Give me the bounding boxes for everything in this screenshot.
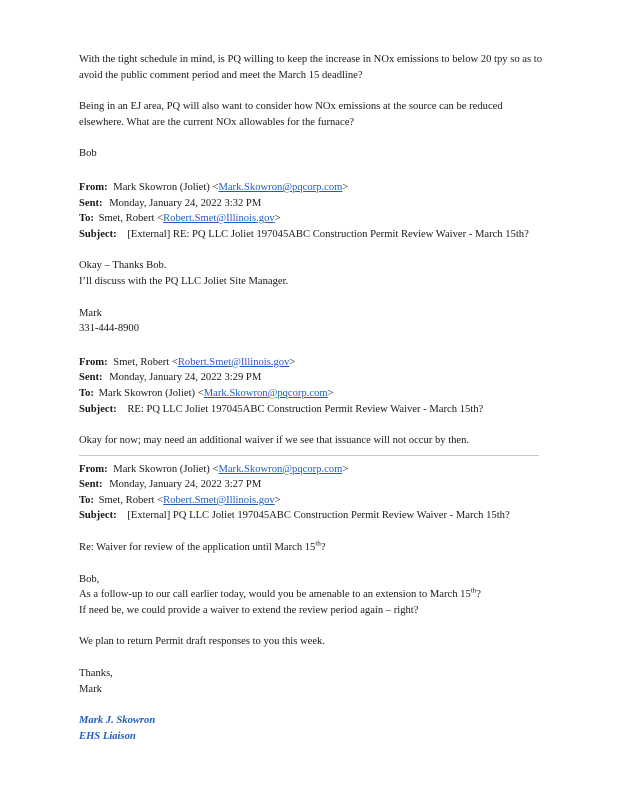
sent-line (79, 370, 549, 386)
subject-line (79, 508, 549, 524)
sent-value: Monday, January 24, 2022 3:32 PM (109, 197, 262, 209)
to-email-link[interactable]: Robert.Smet@Illinois.gov (163, 494, 275, 506)
email-header-2 (79, 355, 549, 417)
from-label: From: (79, 181, 108, 193)
body-line-1-text: As a follow-up to our call earlier today, would you be amenable to an extension to March 15 (79, 589, 471, 601)
to-email-link[interactable]: Mark.Skowron@pqcorp.com (203, 387, 328, 399)
from-email-link[interactable]: Mark.Skowron@pqcorp.com (218, 463, 343, 475)
from-label: From: (79, 356, 108, 368)
subject-label: Subject: (79, 510, 117, 522)
closing: Thanks, (79, 668, 113, 680)
subject-value: RE: PQ LLC Joliet 197045ABC Construction Permit Review Waiver - March 15th? (127, 403, 484, 415)
email3-body-line-1 (79, 587, 549, 603)
to-label: To: (79, 494, 94, 506)
reply-paragraph-1: With the tight schedule in mind, is PQ willing to keep the increase in NOx emissions to below 20 tpy so as to avoid the public comment period and meet the March 15 deadline? (79, 54, 542, 81)
body-line-1-end: ? (476, 589, 481, 601)
re-line-end: ? (320, 542, 326, 554)
to-close: > (274, 494, 281, 506)
to-email-link[interactable]: Robert.Smet@Illinois.gov (163, 213, 275, 225)
subject-value: [External] RE: PQ LLC Joliet 197045ABC Construction Permit Review Waiver - March 15th? (127, 228, 529, 240)
email1-phone: 331-444-8900 (79, 323, 140, 335)
sent-line (79, 477, 549, 493)
email1-name: Mark (79, 307, 102, 319)
from-line (79, 462, 549, 478)
to-name: Smet, Robert < (98, 213, 164, 225)
body-line-1-sup: th (470, 586, 477, 595)
re-line-sup: th (315, 539, 321, 548)
from-line (79, 355, 549, 371)
subject-label: Subject: (79, 403, 117, 415)
from-close: > (342, 463, 349, 475)
sent-line (79, 196, 549, 212)
from-email-link[interactable]: Robert.Smet@Illinois.gov (177, 356, 290, 368)
reply-signoff: Bob (79, 148, 97, 160)
to-line (79, 493, 549, 509)
subject-value: [External] PQ LLC Joliet 197045ABC Construction Permit Review Waiver - March 15th? (127, 510, 510, 522)
subject-line (79, 227, 549, 243)
from-close: > (289, 356, 296, 368)
email2-body: Okay for now; may need an additional waiver if we see that issuance will not occur by then. (79, 435, 470, 447)
from-name: Smet, Robert < (113, 356, 178, 368)
from-name: Mark Skowron (Joliet) < (113, 181, 219, 193)
sent-label: Sent: (79, 197, 103, 209)
signature-name: Mark J. Skowron (79, 715, 156, 727)
from-label: From: (79, 463, 108, 475)
reply-paragraph-2: Being in an EJ area, PQ will also want to consider how NOx emissions at the source can be reduced elsewhere. What are the current NOx allowables for the furnace? (79, 101, 503, 128)
from-email-link[interactable]: Mark.Skowron@pqcorp.com (218, 181, 343, 193)
sent-label: Sent: (79, 372, 103, 384)
email-header-3 (79, 462, 549, 524)
to-line (79, 211, 549, 227)
from-line (79, 180, 549, 196)
email1-body-line-1: Okay – Thanks Bob. (79, 260, 167, 272)
closing-name: Mark (79, 683, 102, 695)
subject-line (79, 402, 549, 418)
greeting: Bob, (79, 573, 100, 585)
sent-value: Monday, January 24, 2022 3:27 PM (109, 479, 262, 491)
email3-body-line-2: If need be, we could provide a waiver to extend the review period again – right? (79, 604, 419, 616)
to-line (79, 386, 549, 402)
to-name: Smet, Robert < (98, 494, 164, 506)
to-close: > (327, 387, 334, 399)
to-label: To: (79, 213, 94, 225)
email-thread (79, 52, 549, 744)
email1-body-line-2: I’ll discuss with the PQ LLC Joliet Site Manager. (79, 275, 289, 287)
message-divider (79, 455, 539, 456)
signature-title: EHS Liaison (79, 730, 136, 742)
sent-label: Sent: (79, 479, 103, 491)
from-name: Mark Skowron (Joliet) < (113, 463, 219, 475)
from-close: > (342, 181, 349, 193)
to-name: Mark Skowron (Joliet) < (98, 387, 204, 399)
to-label: To: (79, 387, 94, 399)
email3-body-paragraph-2: We plan to return Permit draft responses to you this week. (79, 636, 325, 648)
to-close: > (274, 213, 281, 225)
re-line-text: Re: Waiver for review of the application until March 15 (79, 542, 316, 554)
sent-value: Monday, January 24, 2022 3:29 PM (109, 372, 262, 384)
email-header-1 (79, 180, 549, 242)
subject-label: Subject: (79, 228, 117, 240)
re-line (79, 540, 549, 556)
